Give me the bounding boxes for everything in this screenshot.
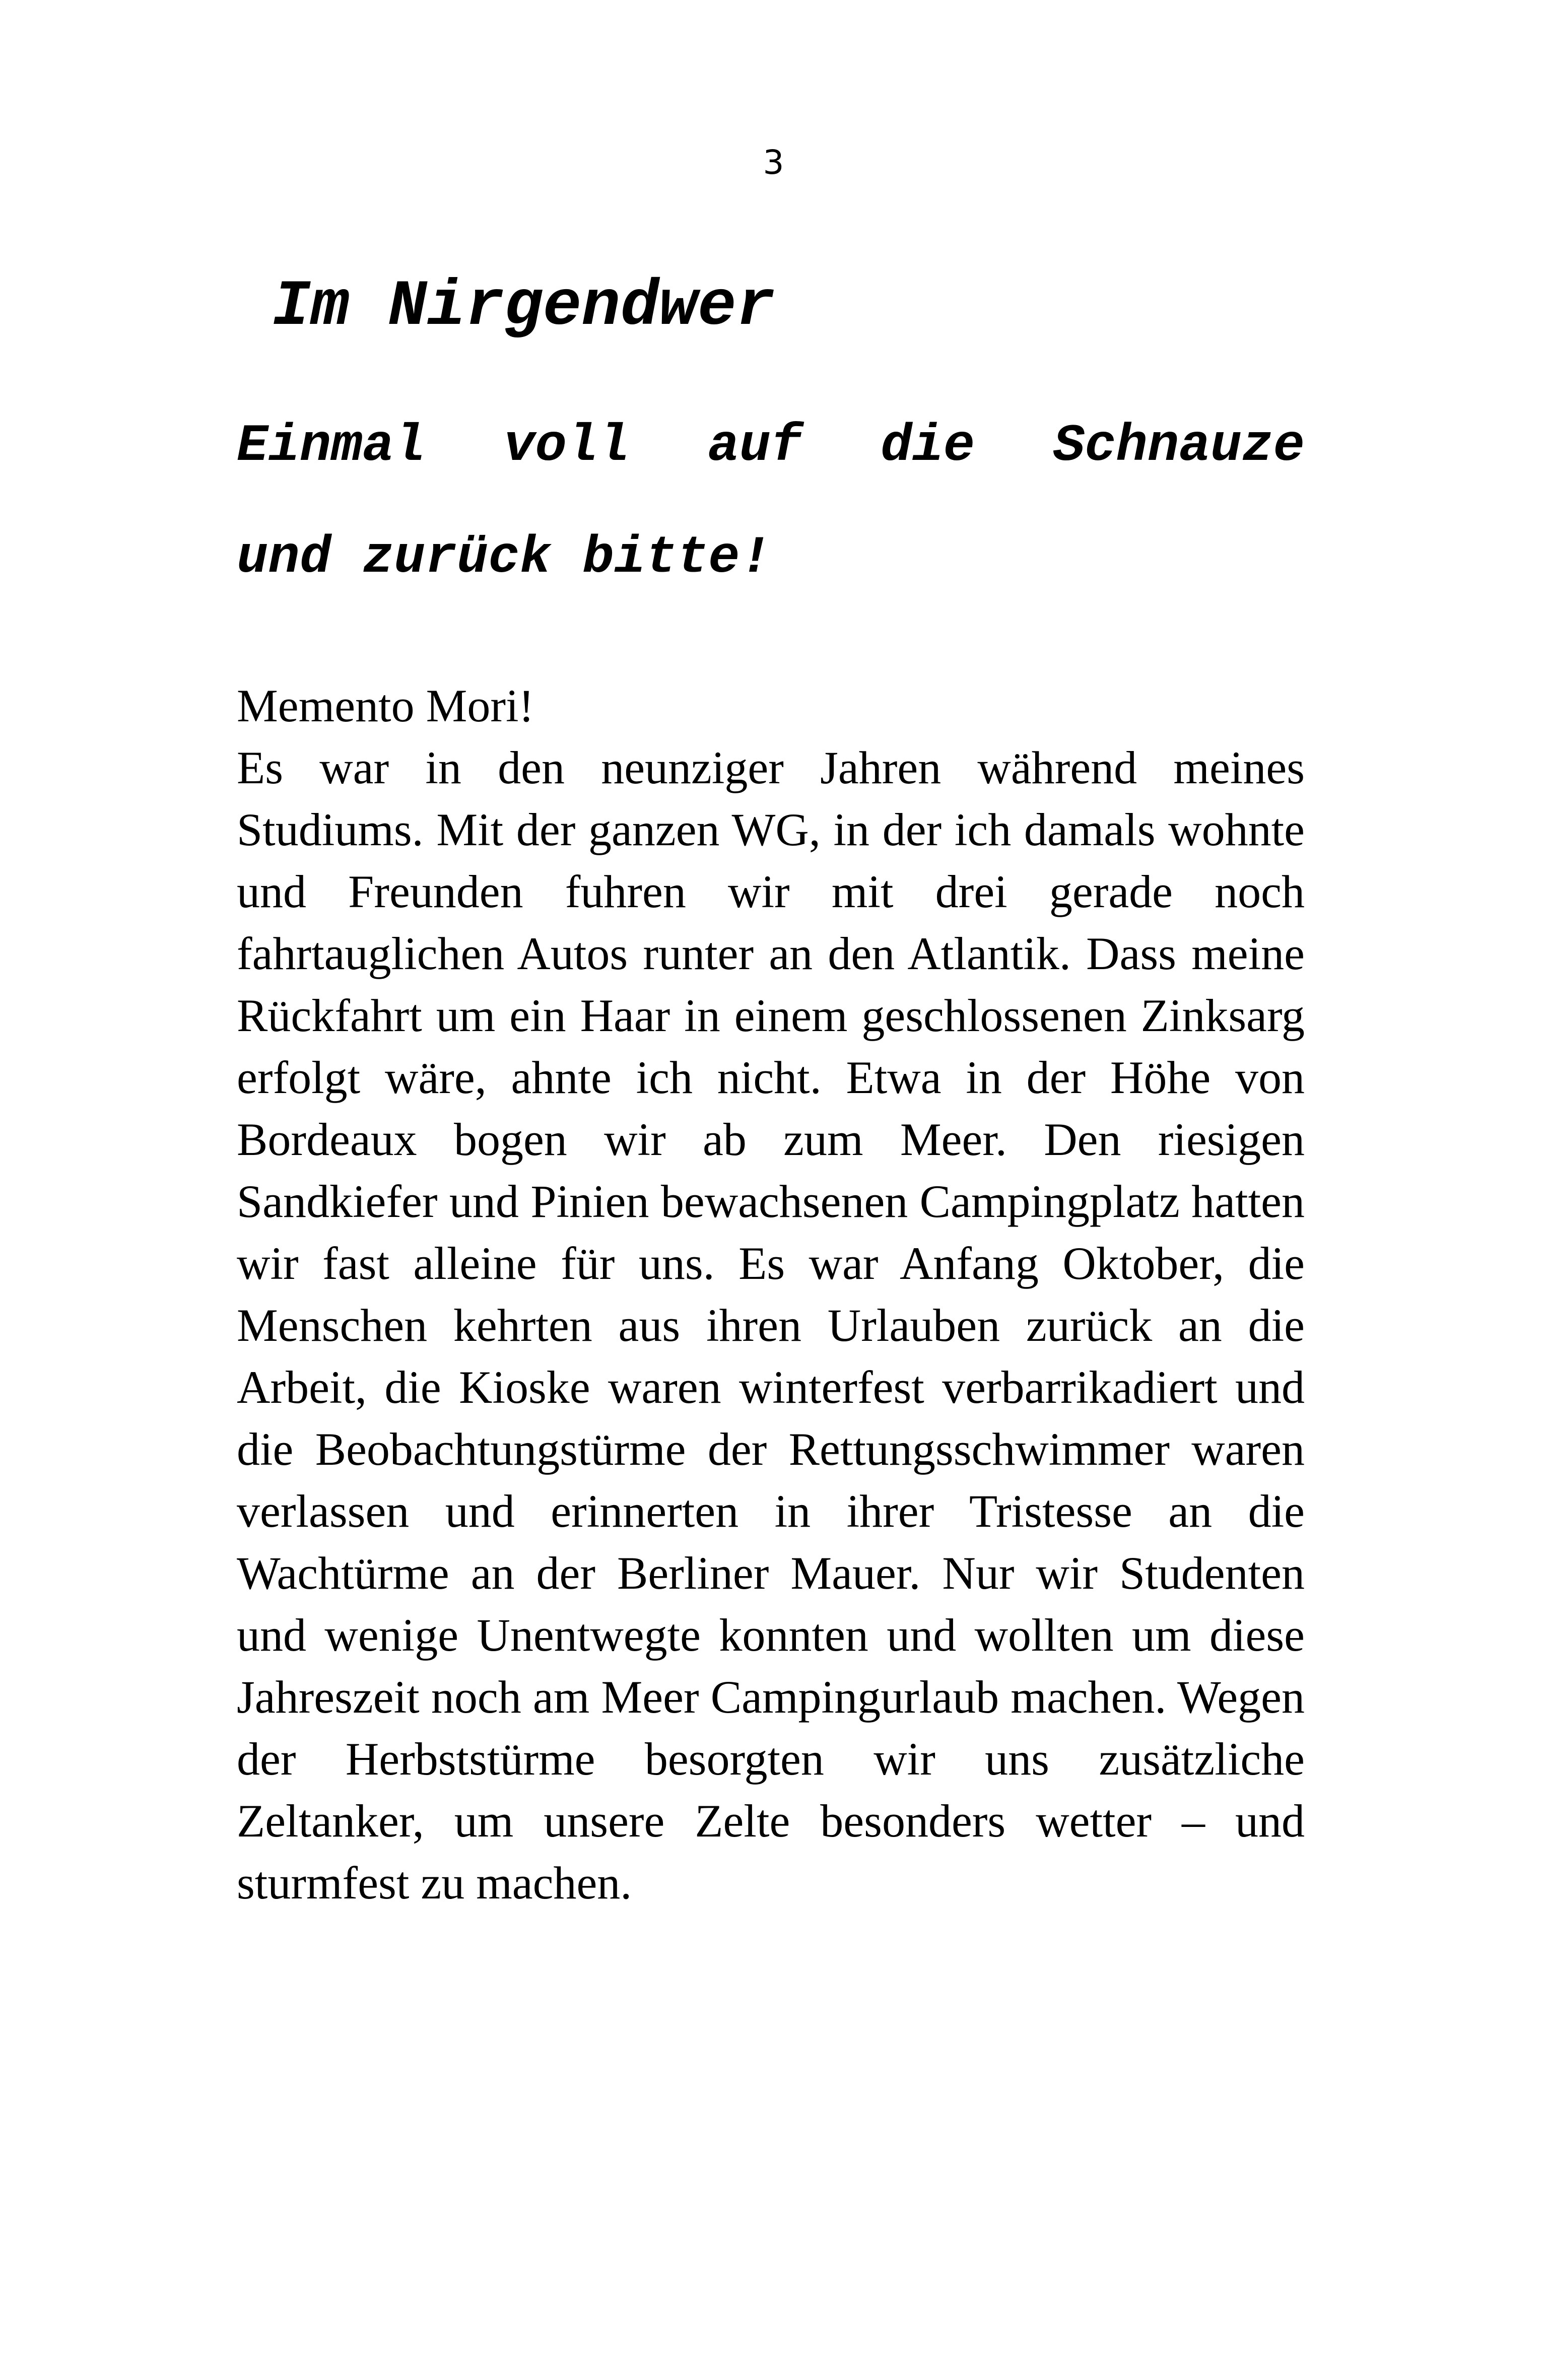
chapter-title: Im Nirgendwer: [272, 270, 775, 344]
page-number: 3: [763, 143, 784, 182]
opening-line: Memento Mori!: [237, 680, 534, 731]
subtitle-line-1: Einmal voll auf die Schnauze: [237, 417, 1305, 476]
subtitle-line-2: und zurück bitte!: [237, 528, 771, 588]
body-paragraph: Es war in den neunziger Jahren während meines Studiums. Mit der ganzen WG, in der ich damals wohnte und Freunden fuhren wir mit drei gerade noch fahrtauglichen Autos runter an den Atlantik. Dass meine Rückfahrt um ein Haar in einem geschlossenen Zinksarg erfolgt wäre, ahnte ich nicht. Etwa in der Höhe von Bordeaux bogen wir ab zum Meer. Den riesigen Sandkiefer und Pinien bewachsenen Campingplatz hatten wir fast alleine für uns. Es war Anfang Oktober, die Menschen kehrten aus ihren Urlauben zurück an die Arbeit, die Kioske waren winterfest verbarrikadiert und die Beobachtungstürme der Rettungsschwimmer waren verlassen und erinnerten in ihrer Tristesse an die Wachtürme an der Berliner Mauer. Nur wir Studenten und wenige Unentwegte konnten und wollten um diese Jahreszeit noch am Meer Campingurlaub machen. Wegen der Herbststürme besorgten wir uns zusätzliche Zeltanker, um unsere Zelte besonders wetter – und sturmfest zu machen.: [237, 742, 1305, 1909]
body-text: [237, 675, 1305, 1914]
chapter-subtitle: [237, 390, 1305, 614]
